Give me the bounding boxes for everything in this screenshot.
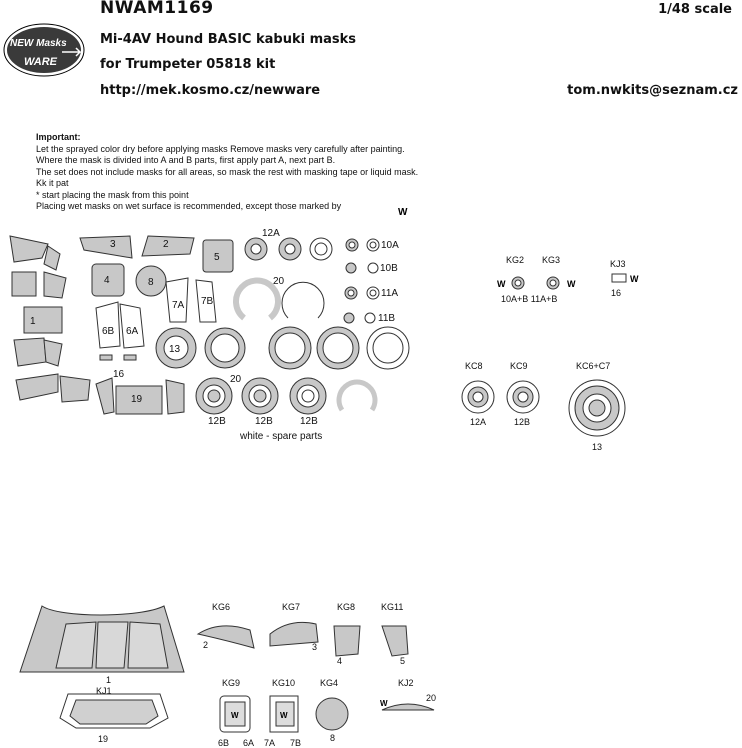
circle-label: 10B: [380, 263, 398, 274]
circle-label: 20: [273, 276, 285, 287]
spare-parts-note: white - spare parts: [240, 431, 323, 442]
bottom-number: 3: [312, 642, 318, 652]
mask-kg8: [334, 626, 360, 656]
part-label: 6B: [102, 326, 115, 337]
scale-label: 1/48 scale: [658, 2, 732, 17]
mask-panel: [44, 246, 60, 270]
mask-panel: [12, 272, 36, 296]
mask-kg7: [270, 622, 318, 646]
mask-part-3: [80, 236, 132, 258]
instructions-title: Important:: [36, 132, 81, 142]
bottom-number: 1: [106, 675, 112, 685]
kj-code: KJ3: [610, 259, 626, 269]
mask-panel: [166, 380, 184, 414]
instruction-line: Let the sprayed color dry before applying masks Remove masks very carefully after painting.: [36, 143, 405, 154]
circle-label: 10A: [381, 240, 399, 251]
svg-text:W: W: [380, 699, 388, 708]
bottom-number: 19: [98, 734, 109, 744]
kc-code: KC9: [510, 361, 528, 371]
bottom-code: KJ1: [96, 686, 112, 696]
bottom-code: KJ2: [398, 678, 414, 688]
bottom-number: 6A: [243, 738, 255, 748]
mask-panel: [16, 374, 58, 400]
instruction-line: Where the mask is divided into A and B parts, first apply part A, next part B.: [36, 155, 336, 165]
mask-part-16: [100, 355, 112, 360]
kc-number: 12A: [470, 417, 487, 427]
circle-label: 12B: [208, 416, 226, 427]
mask-kg4: [316, 698, 348, 730]
mask-panel: [14, 338, 46, 366]
bottom-number: 7B: [290, 738, 302, 748]
part-label: 16: [113, 369, 125, 380]
bottom-number: 7A: [264, 738, 276, 748]
svg-text:W: W: [231, 711, 239, 720]
mask-panel: [44, 272, 66, 298]
instruction-line: Placing wet masks on wet surface is recommended, except those marked by: [36, 201, 342, 211]
bottom-code: KG4: [320, 678, 339, 688]
circle-label: 12B: [300, 416, 318, 427]
part-label: 1: [30, 316, 36, 327]
kg-code: KG2: [506, 255, 525, 265]
product-code: NWAM1169: [100, 0, 214, 18]
bottom-code: KG9: [222, 678, 241, 688]
part-label: 7A: [172, 300, 185, 311]
bottom-number: 5: [400, 656, 406, 666]
circle-label: 11A: [381, 288, 399, 299]
logo-bottom-text: WARE: [24, 56, 57, 68]
part-label: 6A: [126, 326, 139, 337]
bottom-code: KG11: [381, 602, 404, 612]
part-label: 3: [110, 239, 116, 250]
part-label: 8: [148, 277, 154, 288]
bottom-number: 4: [337, 656, 343, 666]
mask-panel: [10, 236, 48, 262]
bottom-code: KG8: [337, 602, 356, 612]
circle-label: 11B: [378, 313, 396, 324]
part-label: 2: [163, 239, 169, 250]
svg-text:W: W: [497, 279, 506, 289]
circle-label: 12A: [262, 228, 280, 239]
part-label: 13: [169, 344, 181, 355]
kg-numbers: 10A+B 11A+B: [501, 294, 558, 304]
mask-part-16: [124, 355, 136, 360]
kc-number: 13: [592, 442, 603, 452]
kc-number: 12B: [514, 417, 531, 427]
product-title: Mi-4AV Hound BASIC kabuki masks: [100, 32, 357, 47]
part-label: 4: [104, 275, 110, 286]
kc-code: KC8: [465, 361, 483, 371]
kg-code: KG3: [542, 255, 561, 265]
kit-reference: for Trumpeter 05818 kit: [100, 57, 276, 72]
mask-part-6B: [96, 302, 120, 348]
bottom-number: 8: [330, 733, 336, 743]
kc-code: KC6+C7: [576, 361, 611, 371]
svg-text:W: W: [398, 207, 408, 218]
contact-email: tom.nwkits@seznam.cz: [567, 83, 738, 98]
mask-circle-10B: [346, 263, 356, 273]
kj-number: 16: [611, 288, 622, 298]
bottom-code: KG10: [272, 678, 296, 688]
logo-top-text: NEW Masks: [10, 38, 67, 49]
svg-text:W: W: [567, 279, 576, 289]
mask-kj2: [382, 704, 434, 710]
part-label: 19: [131, 394, 143, 405]
bottom-code: KG6: [212, 602, 231, 612]
bottom-number: 6B: [218, 738, 230, 748]
instruction-line: * start placing the mask from this point: [36, 189, 189, 200]
circle-label: 12B: [255, 416, 273, 427]
instruction-line: The set does not include masks for all areas, so mask the rest with masking tape or liquid mask.: [36, 166, 419, 177]
mask-panel: [96, 378, 114, 414]
mask-panel: [60, 376, 90, 402]
svg-text:W: W: [630, 274, 639, 284]
part-label: 5: [214, 252, 220, 263]
bottom-code: KG7: [282, 602, 301, 612]
svg-text:W: W: [280, 711, 288, 720]
part-label: 7B: [201, 296, 214, 307]
website-url: http://mek.kosmo.cz/newware: [100, 83, 321, 98]
part-label: 20: [230, 374, 242, 385]
instruction-line: Kk it pat: [36, 178, 69, 188]
bottom-number: 2: [203, 640, 209, 650]
bottom-number: 20: [426, 693, 437, 703]
mask-kg11: [382, 626, 408, 656]
mask-panel: [44, 340, 62, 366]
